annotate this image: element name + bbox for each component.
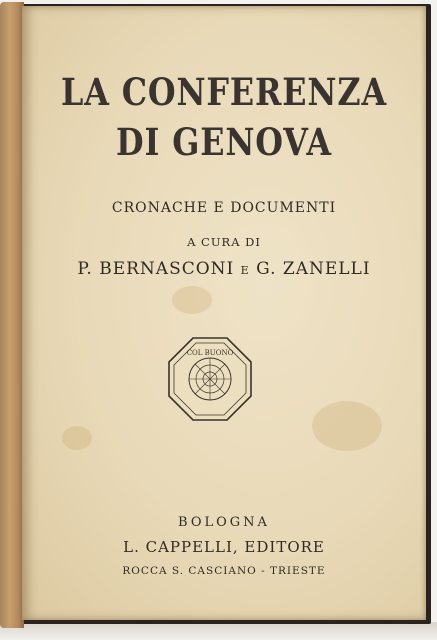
foxing-stain bbox=[172, 286, 212, 314]
subtitle: CRONACHE E DOCUMENTI bbox=[111, 200, 337, 216]
imprint-city: BOLOGNA bbox=[178, 515, 270, 530]
publisher-name: L. CAPPELLI, EDITORE bbox=[123, 538, 325, 556]
edited-by-label: A CURA DI bbox=[187, 235, 261, 249]
publisher-emblem bbox=[167, 336, 253, 422]
editor-name: P. BERNASCONI bbox=[77, 259, 235, 279]
title-line-2: DI GENOVA bbox=[116, 120, 332, 164]
book-spine bbox=[0, 2, 24, 628]
imprint-places: ROCCA S. CASCIANO - TRIESTE bbox=[122, 565, 326, 577]
editors-conjunction: E bbox=[240, 264, 250, 277]
table-shadow bbox=[0, 622, 437, 640]
foxing-stain bbox=[312, 401, 382, 451]
title-page bbox=[22, 6, 426, 620]
emblem-motto-text: COL BUONO bbox=[186, 349, 234, 357]
foxing-stain bbox=[62, 426, 92, 450]
editors bbox=[22, 259, 426, 279]
editor-name: G. ZANELLI bbox=[256, 259, 371, 279]
title-line-1: LA CONFERENZA bbox=[61, 70, 387, 114]
